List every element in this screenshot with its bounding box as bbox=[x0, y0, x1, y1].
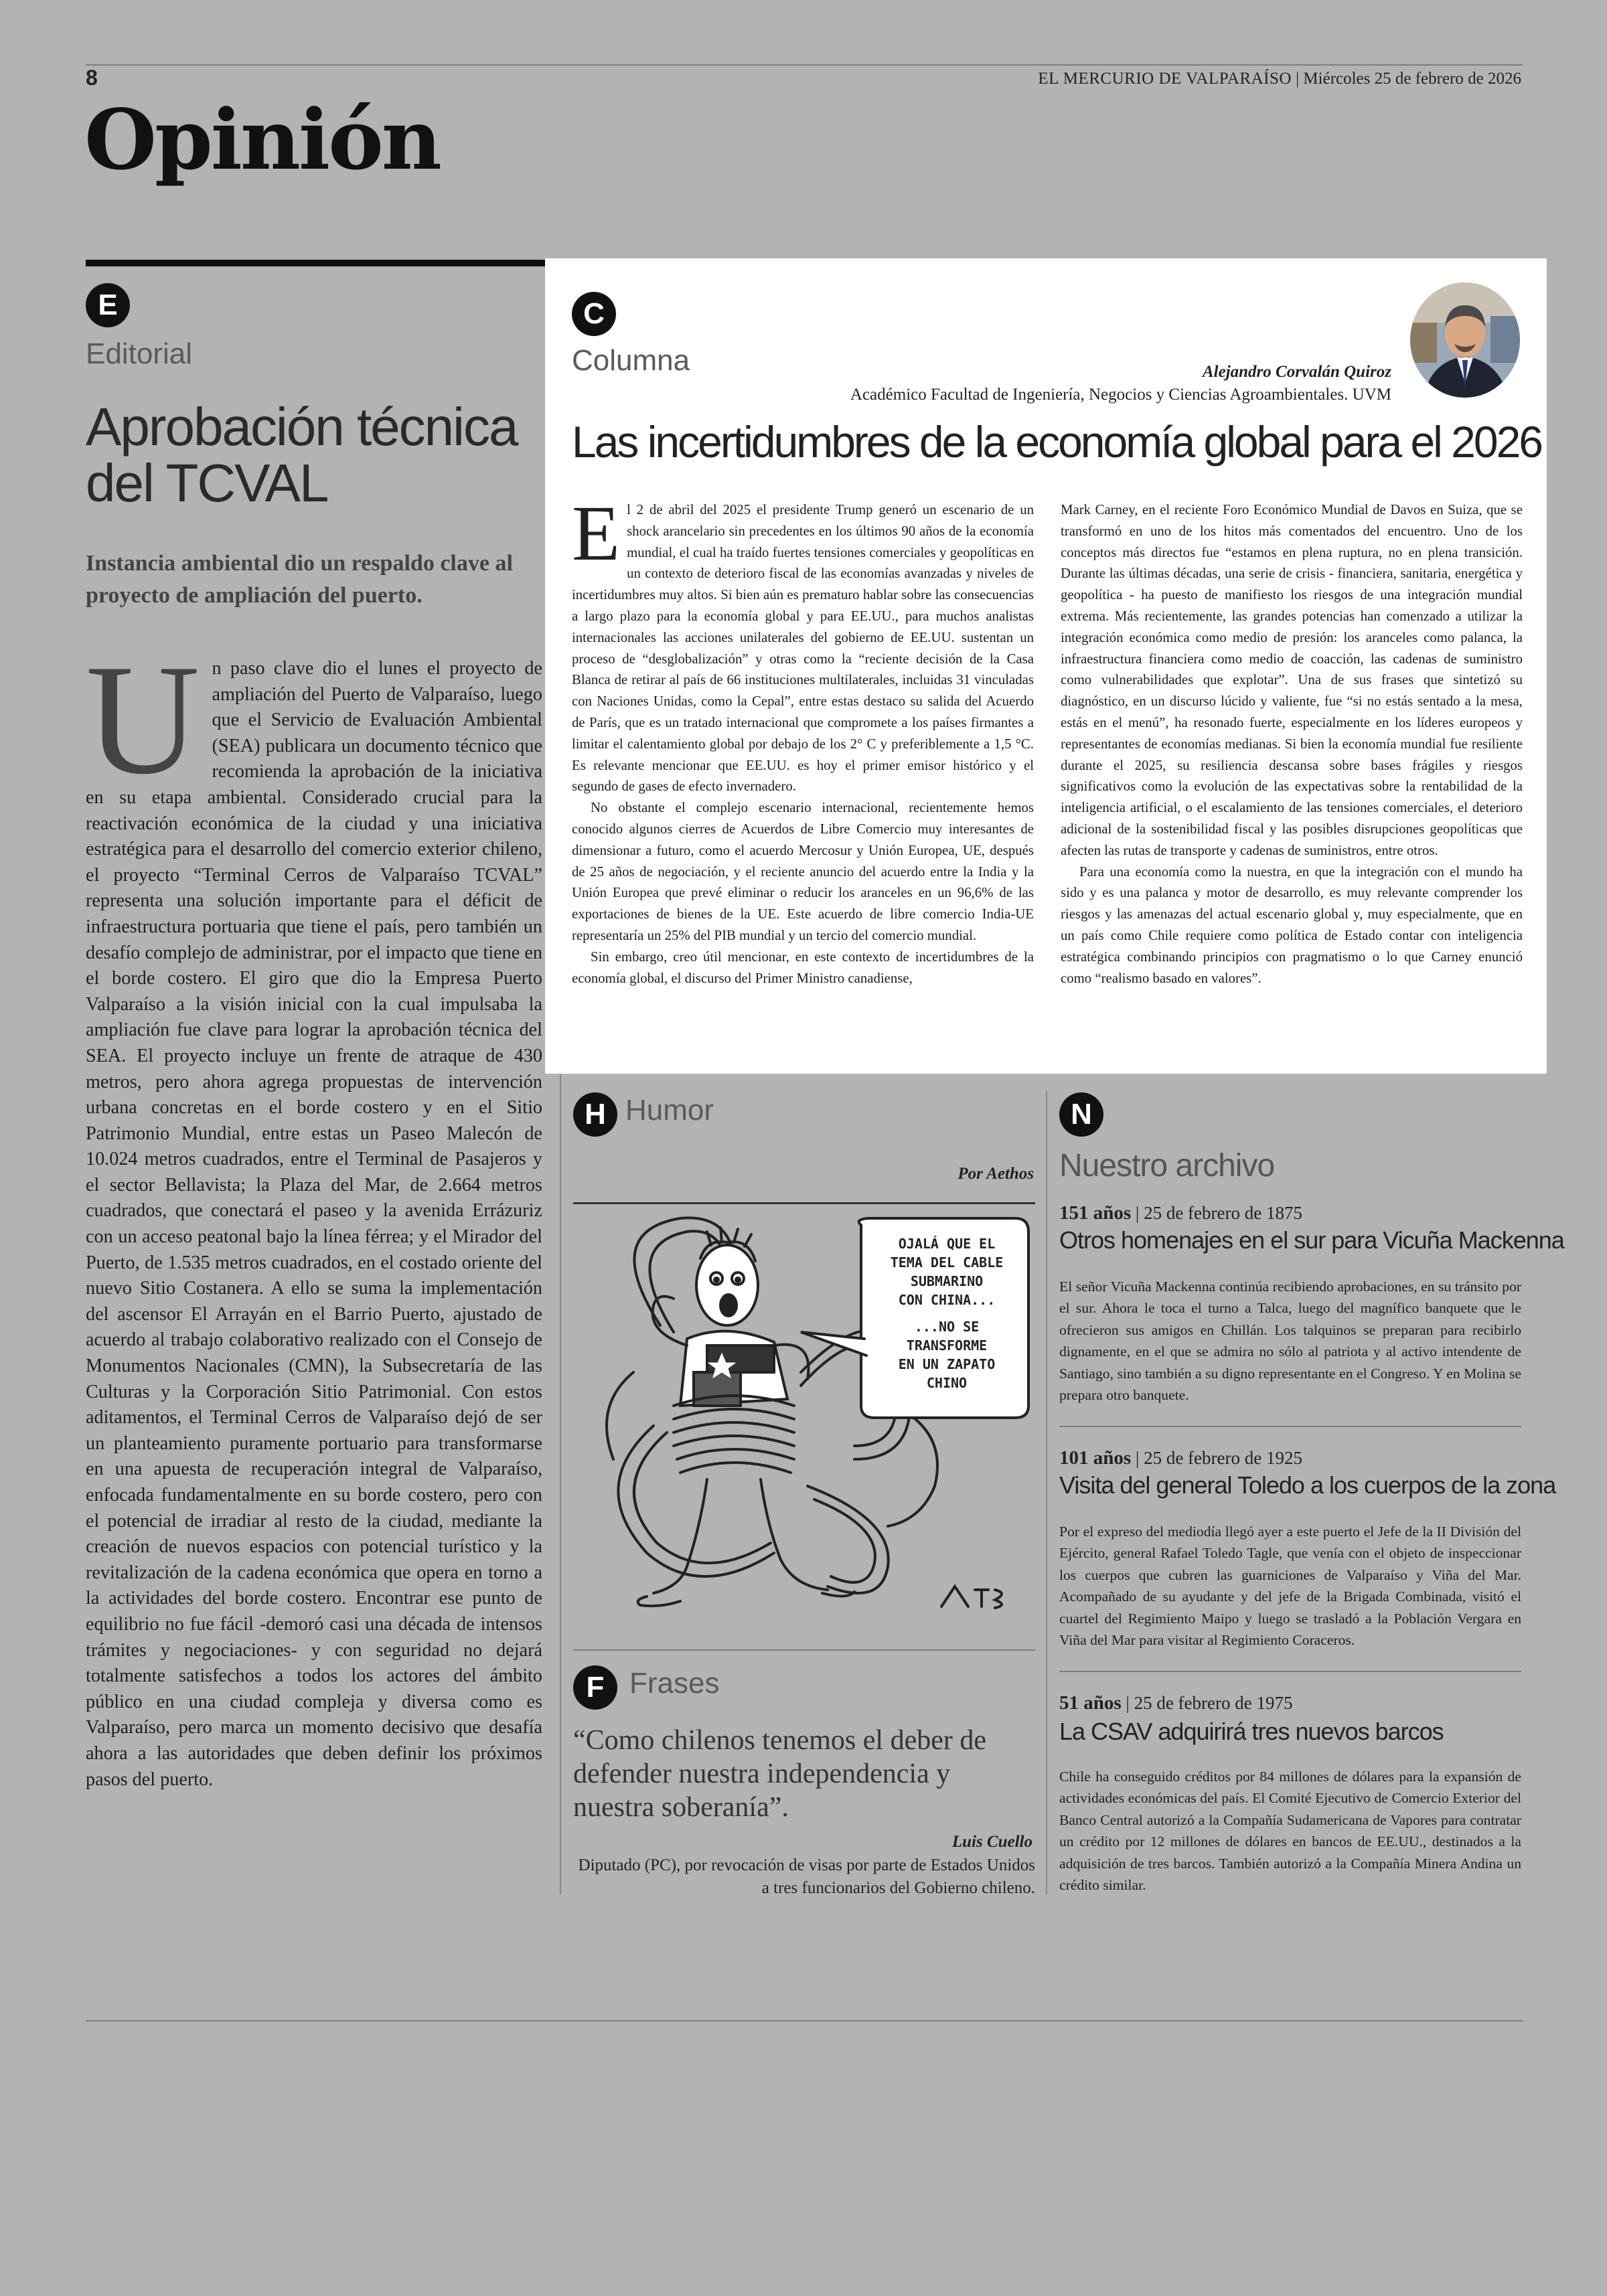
bubble-line: SUBMARINO bbox=[910, 1273, 984, 1289]
bubble-line: ...NO SE bbox=[914, 1319, 980, 1335]
speech-bubble-text bbox=[865, 1234, 1028, 1392]
archive-entry-meta bbox=[1059, 1692, 1293, 1714]
humor-badge: H bbox=[573, 1092, 617, 1137]
newspaper-name: EL MERCURIO DE VALPARAÍSO bbox=[1038, 70, 1292, 88]
humor-bottom-rule bbox=[573, 1649, 1035, 1651]
bubble-line: CHINO bbox=[926, 1375, 968, 1391]
frases-badge: F bbox=[573, 1665, 617, 1710]
bubble-line: TRANSFORME bbox=[906, 1337, 988, 1354]
issue-date: Miércoles 25 de febrero de 2026 bbox=[1303, 70, 1521, 88]
frases-quote: “Como chilenos tenemos el deber de defender nuestra independencia y nuestra soberanía”. bbox=[573, 1725, 986, 1823]
author-photo bbox=[1410, 282, 1520, 398]
humor-cartoon bbox=[573, 1205, 1035, 1620]
archive-badge: N bbox=[1059, 1092, 1103, 1137]
bottom-rule bbox=[86, 2020, 1523, 2022]
column-headline: Las incertidumbres de la economía global para el 2026 bbox=[572, 417, 1542, 467]
frases-kicker: Frases bbox=[629, 1667, 720, 1700]
humor-byline: Por Aethos bbox=[958, 1165, 1034, 1183]
editorial-body bbox=[86, 633, 542, 1793]
archive-entry-body: Chile ha conseguido créditos por 84 millones de dólares para la expansión de actividades económicas del país. El Comité Ejecutivo de Comercio Exterior del Banco Central autorizó a la Compañía Sudamericana de Vapores para contratar un crédito por 12 millones de dólares en bancos de EE.UU., destinados a la adquisición de tres barcos. También autorizó a la Compañía Minera Andina un crédito similar. bbox=[1059, 1769, 1521, 1894]
masthead-separator: | bbox=[1296, 70, 1300, 88]
column-affiliation: Académico Facultad de Ingeniería, Negocios y Ciencias Agroambientales. UVM bbox=[850, 386, 1391, 404]
archive-separator bbox=[1059, 1671, 1521, 1672]
bubble-line: EN UN ZAPATO bbox=[898, 1356, 996, 1372]
editorial-subhead: Instancia ambiental dio un respaldo clave al proyecto de ampliación del puerto. bbox=[86, 551, 513, 608]
archive-kicker: Nuestro archivo bbox=[1059, 1148, 1275, 1183]
editorial-dropcap: U bbox=[86, 633, 200, 807]
archive-years: 101 años bbox=[1059, 1447, 1132, 1469]
archive-entry-body: Por el expreso del mediodía llegó ayer a este puerto el Jefe de la II División del Ejército, general Rafael Toledo Tagle, que venía con el objeto de inspeccionar los cuerpos que cubren las guarniciones de Valparaíso y Viña del Mar. Acompañado de su ayudante y del jefe de la Brigada Combinada, visitó el cuartel del Regimiento Maipo y luego se trasladó a la Población Vergara en Viña del Mar para visitar al Regimiento Coraceros. bbox=[1059, 1524, 1521, 1649]
humor-kicker: Humor bbox=[625, 1094, 714, 1127]
column-right-text bbox=[1061, 499, 1523, 989]
column-kicker: Columna bbox=[572, 344, 690, 377]
column-panel bbox=[545, 258, 1547, 1074]
column-paragraph: Sin embargo, creo útil mencionar, en este contexto de incertidumbres de la economía global, el discurso del Primer Ministro canadiense, bbox=[572, 949, 1034, 986]
editorial-kicker: Editorial bbox=[86, 337, 192, 370]
archive-entry-meta bbox=[1059, 1447, 1302, 1469]
column-dropcap: E bbox=[572, 489, 621, 577]
archive-divider bbox=[1046, 1091, 1047, 1894]
column-left-text bbox=[572, 489, 1034, 989]
editorial-headline: Aprobación técnica del TCVAL bbox=[86, 397, 518, 513]
bubble-line: OJALÁ QUE EL bbox=[898, 1236, 996, 1252]
author-portrait-icon bbox=[1410, 282, 1520, 398]
archive-separator bbox=[1059, 1426, 1521, 1427]
archive-entry-title: La CSAV adquirirá tres nuevos barcos bbox=[1059, 1718, 1444, 1745]
archive-years: 151 años bbox=[1059, 1202, 1132, 1224]
archive-date: | 25 de febrero de 1925 bbox=[1135, 1448, 1302, 1468]
page-number: 8 bbox=[86, 66, 98, 90]
archive-date: | 25 de febrero de 1975 bbox=[1126, 1693, 1293, 1713]
bubble-line: TEMA DEL CABLE bbox=[890, 1254, 1004, 1270]
editorial-badge: E bbox=[86, 283, 130, 327]
top-rule bbox=[86, 64, 1523, 66]
archive-entry-title: Otros homenajes en el sur para Vicuña Mackenna bbox=[1059, 1226, 1564, 1254]
bubble-line: CON CHINA... bbox=[898, 1292, 996, 1308]
humor-rule bbox=[573, 1202, 1035, 1204]
archive-date: | 25 de febrero de 1875 bbox=[1135, 1203, 1302, 1223]
column-paragraph: No obstante el complejo escenario internacional, recientemente hemos conocido algunos cierres de Acuerdos de Libre Comercio muy interesantes de dimensionar a futuro, como el acuerdo Mercosur y Unión Europea, UE, después de 25 años de negociación, y el reciente anuncio del acuerdo entre la India y la Unión Europea que prevé eliminar o reducir los aranceles en un 96,6% de las exportaciones de bienes de la UE. Este acuerdo de libre comercio India-UE representaría un 25% del PIB mundial y un tercio del comercio mundial. bbox=[572, 800, 1034, 943]
column-paragraph: Mark Carney, en el reciente Foro Económico Mundial de Davos en Suiza, que se transformó en uno de los hitos más comentados del encuentro. Uno de los conceptos más directos fue “estamos en plena ruptura, no en plena transición. Durante las últimas décadas, una serie de crisis - financiera, sanitaria, energética y geopolítica - ha puesto de manifiesto los riesgos de una integración mundial extrema. Más recientemente, las grandes potencias han comenzado a utilizar la integración económica como medio de presión: los aranceles como palanca, la infraestructura financiera como medio de coacción, las cadenas de suministro como vulnerabilidades que explotar”. Una de sus frases que sintetizó su diagnóstico, en un discurso lúcido y valiente, fue “si no estás sentado a la mesa, estás en el menú”, ha resonado fuerte, especialmente en los líderes europeos y representantes de economías medianas. Si bien la economía mundial fue resiliente durante el 2025, su resiliencia descansa sobre bases frágiles y riesgos significativos como la evolución de las expectativas sobre la rentabilidad de la inteligencia artificial, o el escalamiento de las tensiones comerciales, el deterioro adicional de la sostenibilidad fiscal y las posibles disrupciones geopolíticas que afecten las rutas de transporte y cadenas de suministros, entre otros. bbox=[1061, 502, 1523, 858]
column-paragraph: Para una economía como la nuestra, en que la integración con el mundo ha sido y es una palanca y motor de desarrollo, es muy relevante comprender los riesgos y las amenazas del actual escenario global y, muy especialmente, que en un país como Chile requiere como política de Estado contar con inteligencia estratégica combinando principios con pragmatismo o lo que Carney enunció como “realismo basado en valores”. bbox=[1061, 864, 1523, 986]
section-title: Opinión bbox=[84, 92, 440, 189]
column-paragraph-text: l 2 de abril del 2025 el presidente Trump generó un escenario de un shock arancelario sin precedentes en los últimos 90 años de la economía mundial, el cual ha traído fuertes tensiones comerciales y geopolíticas en un contexto de deterioro fiscal de las economías avanzadas y niveles de incertidumbres muy altos. Si bien aún es prematuro hablar sobre las consecuencias a largo plazo para la economía global y para EE.UU., para muchos analistas internacionales las acciones unilaterales del gobierno de EE.UU. sustentan un proceso de “desglobalización” y otras como la “reciente decisión de la Casa Blanca de retirar al país de 66 instituciones multilaterales, incluidas 31 vinculadas con Naciones Unidas, como la Cepal”, entre estas destaco su salida del Acuerdo de París, que es un tratado internacional que compromete a los países firmantes a limitar el calentamiento global por debajo de los 2° C y preferiblemente a 1,5 °C. Es relevante mencionar que EE.UU. es hoy el primer emisor histórico y el segundo de gases de efecto invernadero. bbox=[572, 502, 1034, 795]
archive-entry-title: Visita del general Toledo a los cuerpos de la zona bbox=[1059, 1471, 1556, 1499]
archive-years: 51 años bbox=[1059, 1692, 1122, 1714]
masthead bbox=[1038, 70, 1521, 88]
frases-author: Luis Cuello bbox=[951, 1833, 1032, 1851]
editorial-divider bbox=[560, 1074, 561, 1894]
column-badge: C bbox=[572, 292, 616, 336]
editorial-body-text: n paso clave dio el lunes el proyecto de ampliación del Puerto de Valparaíso, luego que el Servicio de Evaluación Ambiental (SEA) publicara un documento técnico que recomienda la aprobación de la iniciativa en su etapa ambiental. Considerado crucial para la reactivación económica de la ciudad y una iniciativa estratégica para el desarrollo del comercio exterior chileno, el proyecto “Terminal Cerros de Valparaíso TCVAL” representa una solución importante para el déficit de infraestructura portuaria que tiene el país, pero también un desafío complejo de administrar, por el impacto que tiene en el borde costero. El giro que dio la Empresa Puerto Valparaíso a la visión inicial con la cual impulsaba la ampliación fue clave para lograr la aprobación técnica del SEA. El proyecto incluye un frente de atraque de 430 metros, pero ahora agrega propuestas de intervención urbana concretas en el borde costero y en el Sitio Patrimonio Mundial, entre estas un Paseo Malecón de 10.024 metros cuadrados, entre el Terminal de Pasajeros y el sector Bellavista; la Plaza del Mar, de 2.664 metros cuadrados, que conectará el paseo y la avenida Errázuriz con un acceso peatonal bajo la línea férrea; y el Mirador del Puerto, de 1.535 metros cuadrados, en el costado oriente del nuevo Sitio Costanera. A ello se suma la implementación del ascensor El Arrayán en el Barrio Puerto, ajustado de acuerdo al trabajo colaborativo realizado con el Consejo de Monumentos Nacionales (CMN), la Subsecretaría de las Culturas y la Corporación Sitio Patrimonial. Con estos aditamentos, el Terminal Cerros de Valparaíso dejó de ser un planteamiento puramente portuario para transformarse en una apuesta de recuperación integral de Valparaíso, enfocada fundamentalmente en su borde costero, pero con el potencial de irradiar al resto de la ciudad, mediante la creación de nuevos espacios con potencial turístico y la revitalización de la cadena económica que opera en torno a la actividades del borde costero. Encontrar ese punto de equilibrio no fue fácil -demoró casi una década de intensos trámites y negociaciones- y con seguridad no dejará totalmente satisfechos a todos los actores del ámbito público en una ciudad compleja y diversa como es Valparaíso, pero marca un momento decisivo que desafía ahora a las autoridades que deben definir los próximos pasos del puerto. bbox=[86, 658, 542, 1790]
archive-entry-meta bbox=[1059, 1202, 1302, 1224]
archive-entry-body: El señor Vicuña Mackenna continúa recibiendo aprobaciones, en su tránsito por el sur. Ahora le toca el turno a Talca, luego del magnífico banquete que le ofrecieron sus amigos en Chillán. Los talquinos se preparan para recibirlo dignamente, en el que se admira no sólo al patriota y al activo intendente de Santiago, sino también a su digno representante en el Congreso. Y en Molina se prepara otro banquete. bbox=[1059, 1279, 1521, 1404]
column-author: Alejandro Corvalán Quiroz bbox=[1202, 363, 1391, 381]
column-paragraph bbox=[572, 489, 1034, 797]
frases-role: Diputado (PC), por revocación de visas por parte de Estados Unidos a tres funcionarios del Gobierno chileno. bbox=[578, 1856, 1035, 1897]
